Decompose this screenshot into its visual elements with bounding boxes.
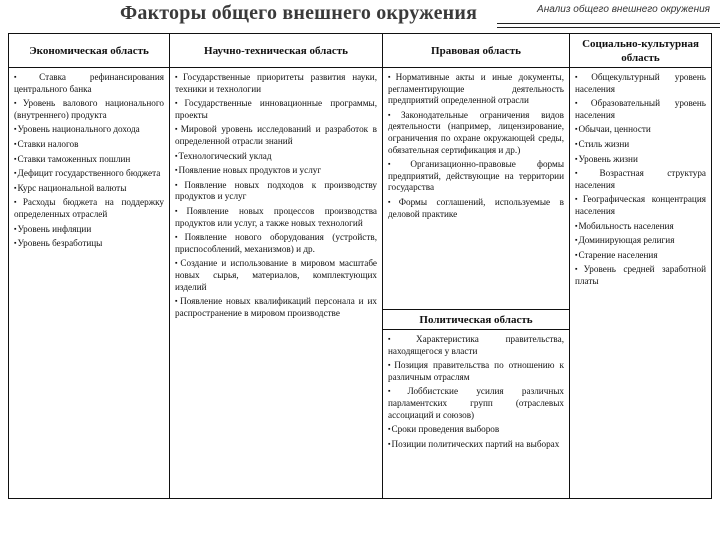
bullet-icon: ▪ [575,139,578,148]
bullet-icon: ▪ [175,297,180,306]
item-text: Характеристика правительства, находящегося у власти [388,334,565,356]
list-item [175,72,377,95]
item-text: Уровень жизни [578,153,638,164]
bullet-icon: ▪ [575,154,578,163]
bullet-icon: ▪ [575,195,582,204]
list-item [575,194,706,217]
item-list [570,68,711,288]
bullet-icon: ▪ [175,259,180,268]
item-text: Государственные инновационные программы, проекты [175,98,377,120]
list-item [14,238,164,250]
bullet-icon: ▪ [175,73,183,81]
bullet-icon: ▪ [175,233,184,242]
column-heading: Научно-техническая область [170,34,382,68]
item-text: Географическая концентрация населения [575,194,706,216]
list-item [175,165,377,177]
bullet-icon: ▪ [388,197,398,206]
bullet-icon: ▪ [575,125,578,134]
header-caption: Анализ общего внешнего окружения [537,4,710,15]
item-text: Общекультурный уровень населения [575,72,706,94]
item-text: Сроки проведения выборов [391,424,500,435]
list-item [575,250,706,262]
item-text: Формы соглашений, используемые в деловой практике [388,196,564,219]
list-item [388,360,564,383]
item-text: Лоббистские усилия различных парламентских групп (отраслевых ассоциаций и союзов) [388,386,564,420]
list-item [388,334,564,357]
column-scientific [169,34,382,498]
item-text: Позиция правительства по отношению к различным отраслям [388,360,564,382]
column-sociocultural [569,34,711,498]
bullet-icon: ▪ [388,335,416,343]
list-item [388,159,564,194]
list-item [388,197,564,220]
item-text: Позиции политических партий на выборах [391,438,560,449]
list-item [388,110,564,156]
item-list [9,68,169,250]
column-heading: Экономическая область [9,34,169,68]
item-text: Ставки таможенных пошлин [17,153,131,164]
bullet-icon: ▪ [575,169,599,178]
bullet-icon: ▪ [14,139,17,148]
item-text: Уровень валового национального (внутреннего) продукта [14,98,165,120]
list-item [575,154,706,166]
item-text: Расходы бюджета на поддержку определенных отраслей [14,197,165,219]
list-item [175,206,377,229]
list-item [14,183,164,195]
item-text: Законодательные ограничения видов деятельности (например, лицензирование, ограничения по охране окружающей среды, обязательная сертификация и др.) [388,109,564,155]
item-text: Образовательный уровень населения [575,98,706,120]
list-item [14,224,164,236]
bullet-icon: ▪ [175,180,184,189]
list-item [175,151,377,163]
bullet-icon: ▪ [14,224,17,233]
bullet-icon: ▪ [575,221,578,230]
item-list [383,330,569,450]
political-section [383,309,569,498]
bullet-icon: ▪ [388,439,391,448]
bullet-icon: ▪ [575,99,590,108]
list-item [575,264,706,287]
list-item [175,258,377,293]
column-economic [9,34,169,498]
item-text: Дефицит государственного бюджета [17,168,161,179]
item-text: Стиль жизни [578,138,630,149]
item-text: Доминирующая религия [578,235,675,246]
list-item [575,72,706,95]
bullet-icon: ▪ [175,206,186,215]
list-item [14,98,164,121]
item-text: Уровень средней заработной платы [575,264,706,286]
item-text: Появление нового оборудования (устройств, приспособлений, механизмов) и др. [175,232,377,254]
political-heading: Политическая область [383,310,569,330]
list-item [575,235,706,247]
bullet-icon: ▪ [575,236,578,245]
bullet-icon: ▪ [575,250,578,259]
list-item [175,98,377,121]
list-item [575,221,706,233]
item-text: Технологический уклад [178,150,272,161]
bullet-icon: ▪ [388,361,394,370]
list-item [175,296,377,319]
bullet-icon: ▪ [388,73,395,81]
list-item [175,232,377,255]
item-text: Появление новых продуктов и услуг [178,165,322,176]
list-item [175,180,377,203]
list-item [575,124,706,136]
item-text: Уровень безработицы [17,238,103,249]
list-item [388,72,564,107]
item-text: Обычаи, ценности [578,124,651,135]
item-list [383,68,569,220]
list-item [575,98,706,121]
header-double-rule [497,23,720,28]
item-text: Старение населения [578,249,658,260]
bullet-icon: ▪ [388,387,407,396]
bullet-icon: ▪ [175,166,178,175]
list-item [388,424,564,436]
bullet-icon: ▪ [388,160,410,169]
bullet-icon: ▪ [175,151,178,160]
item-text: Создание и использование в мировом масштабе новых сырья, материалов, комплектующих изделий [175,258,377,292]
item-text: Уровень национального дохода [17,124,140,135]
column-heading: Правовая область [383,34,569,68]
bullet-icon: ▪ [388,110,400,119]
factors-table [8,33,712,499]
bullet-icon: ▪ [575,265,583,274]
list-item [575,168,706,191]
item-text: Появление новых подходов к производству продуктов и услуг [175,179,377,202]
item-text: Нормативные акты и иные документы, регламентирующие деятельность предприятий определенной отрасли [388,72,564,106]
item-text: Организационно-правовые формы предприятий, действующие на территории государства [388,159,564,193]
item-text: Возрастная структура населения [575,168,707,190]
item-text: Государственные приоритеты развития науки, техники и технологии [175,72,377,94]
list-item [14,139,164,151]
bullet-icon: ▪ [14,183,17,192]
bullet-icon: ▪ [175,99,184,108]
list-item [14,72,164,95]
column-legal [382,34,569,498]
item-text: Появление новых процессов производства продуктов или услуг, а также новых технологий [175,205,378,228]
item-text: Появление новых квалификаций персонала и их распространение в мировом производстве [175,296,377,318]
item-text: Курс национальной валюты [17,182,127,193]
bullet-icon: ▪ [575,73,591,81]
item-text: Ставки налогов [17,138,79,149]
list-item [14,154,164,166]
bullet-icon: ▪ [14,198,22,207]
bullet-icon: ▪ [14,125,17,134]
bullet-icon: ▪ [14,99,22,108]
list-item [388,386,564,421]
list-item [14,168,164,180]
bullet-icon: ▪ [14,239,17,248]
list-item [14,197,164,220]
page-title: Факторы общего внешнего окружения [120,2,478,24]
item-list [170,68,382,319]
bullet-icon: ▪ [14,169,17,178]
list-item [175,124,377,147]
list-item [388,439,564,451]
bullet-icon: ▪ [388,425,391,434]
item-text: Ставка рефинансирования центрального банка [14,72,164,94]
bullet-icon: ▪ [14,154,17,163]
item-text: Мобильность населения [578,220,674,231]
list-item [14,124,164,136]
column-heading: Социально-культурная область [570,34,711,68]
item-text: Мировой уровень исследований и разработок в определенной отрасли знаний [175,124,378,146]
bullet-icon: ▪ [175,125,180,134]
bullet-icon: ▪ [14,73,39,81]
item-text: Уровень инфляции [17,223,92,234]
list-item [575,139,706,151]
